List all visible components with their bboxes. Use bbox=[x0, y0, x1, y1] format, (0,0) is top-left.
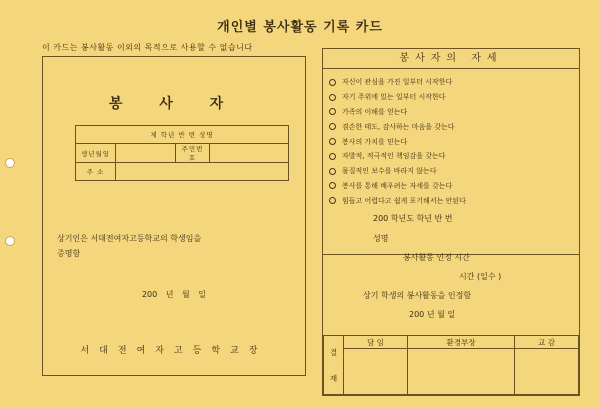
id-label: 주민번호 bbox=[176, 144, 210, 163]
record-section bbox=[322, 48, 580, 396]
attitude-title: 봉사자의 자세 bbox=[323, 49, 579, 69]
usage-notice: 이 카드는 봉사활동 이외의 목적으로 사용할 수 없습니다 bbox=[42, 43, 253, 52]
circle-bullet-icon bbox=[329, 108, 336, 115]
attitude-item: 자기 주위에 있는 일부터 시작한다 bbox=[329, 90, 466, 105]
circle-bullet-icon bbox=[329, 182, 336, 189]
certification-line-2: 증명함 bbox=[57, 249, 81, 258]
card-title: 개인별 봉사활동 기록 카드 bbox=[217, 20, 383, 35]
circle-bullet-icon bbox=[329, 79, 336, 86]
punch-hole-top bbox=[5, 158, 15, 168]
approval-label-top: 결 bbox=[329, 347, 338, 357]
attitude-item: 가족의 이해를 얻는다 bbox=[329, 105, 466, 120]
punch-hole-bottom bbox=[5, 236, 15, 246]
vice-principal-header: 교 감 bbox=[515, 336, 579, 349]
certification-date: 200 년 월 일 bbox=[141, 290, 207, 299]
certification-line-1: 상기인은 서대전여자고등학교의 학생임을 bbox=[57, 234, 202, 243]
attitude-item: 자발적, 적극적인 책임감을 갖는다 bbox=[329, 149, 466, 164]
attitude-item: 봉사를 통해 배우려는 자세를 갖는다 bbox=[329, 179, 466, 194]
hours-line: 봉사활동 인정 시간 bbox=[403, 253, 470, 262]
approval-table bbox=[323, 335, 579, 395]
dob-field[interactable] bbox=[116, 144, 176, 163]
attitude-list bbox=[329, 75, 466, 208]
circle-bullet-icon bbox=[329, 138, 336, 145]
attitude-item: 겸손한 태도, 감사하는 마음을 갖는다 bbox=[329, 119, 466, 134]
approval-label bbox=[324, 336, 344, 395]
address-label: 주 소 bbox=[76, 163, 116, 181]
homeroom-teacher-header: 담 임 bbox=[344, 336, 408, 349]
circle-bullet-icon bbox=[329, 153, 336, 160]
approval-date: 200 년 월 일 bbox=[409, 310, 456, 319]
address-field[interactable] bbox=[116, 163, 289, 181]
certification-text bbox=[57, 231, 297, 261]
student-info-table bbox=[75, 125, 289, 181]
approval-label-bottom: 재 bbox=[329, 373, 338, 383]
circle-bullet-icon bbox=[329, 94, 336, 101]
circle-bullet-icon bbox=[329, 197, 336, 204]
id-field[interactable] bbox=[210, 144, 289, 163]
approval-statement: 상기 학생의 봉사활동을 인정함 bbox=[363, 291, 472, 300]
school-principal: 서대전여자고등학교장 bbox=[80, 346, 268, 356]
circle-bullet-icon bbox=[329, 123, 336, 130]
department-head-sign[interactable] bbox=[407, 349, 514, 395]
hours-count: 시간 (일수 ) bbox=[459, 272, 502, 281]
vice-principal-sign[interactable] bbox=[515, 349, 579, 395]
attitude-item: 힘들고 어렵다고 쉽게 포기해서는 안된다 bbox=[329, 193, 466, 208]
class-line: 200 학년도 학년 반 번 bbox=[373, 214, 453, 223]
department-head-header: 환경부장 bbox=[407, 336, 514, 349]
name-line: 성명 bbox=[373, 234, 389, 243]
class-name-header: 제 학년 반 번 성명 bbox=[76, 126, 289, 144]
dob-label: 생년월일 bbox=[76, 144, 116, 163]
attitude-item: 물질적인 보수를 바라지 않는다 bbox=[329, 164, 466, 179]
circle-bullet-icon bbox=[329, 168, 336, 175]
volunteer-section bbox=[42, 56, 306, 376]
attitude-item: 봉사의 가치를 믿는다 bbox=[329, 134, 466, 149]
homeroom-teacher-sign[interactable] bbox=[344, 349, 408, 395]
volunteer-title: 봉 사 자 bbox=[108, 96, 240, 112]
attitude-item: 자신이 관심을 가진 일부터 시작한다 bbox=[329, 75, 466, 90]
